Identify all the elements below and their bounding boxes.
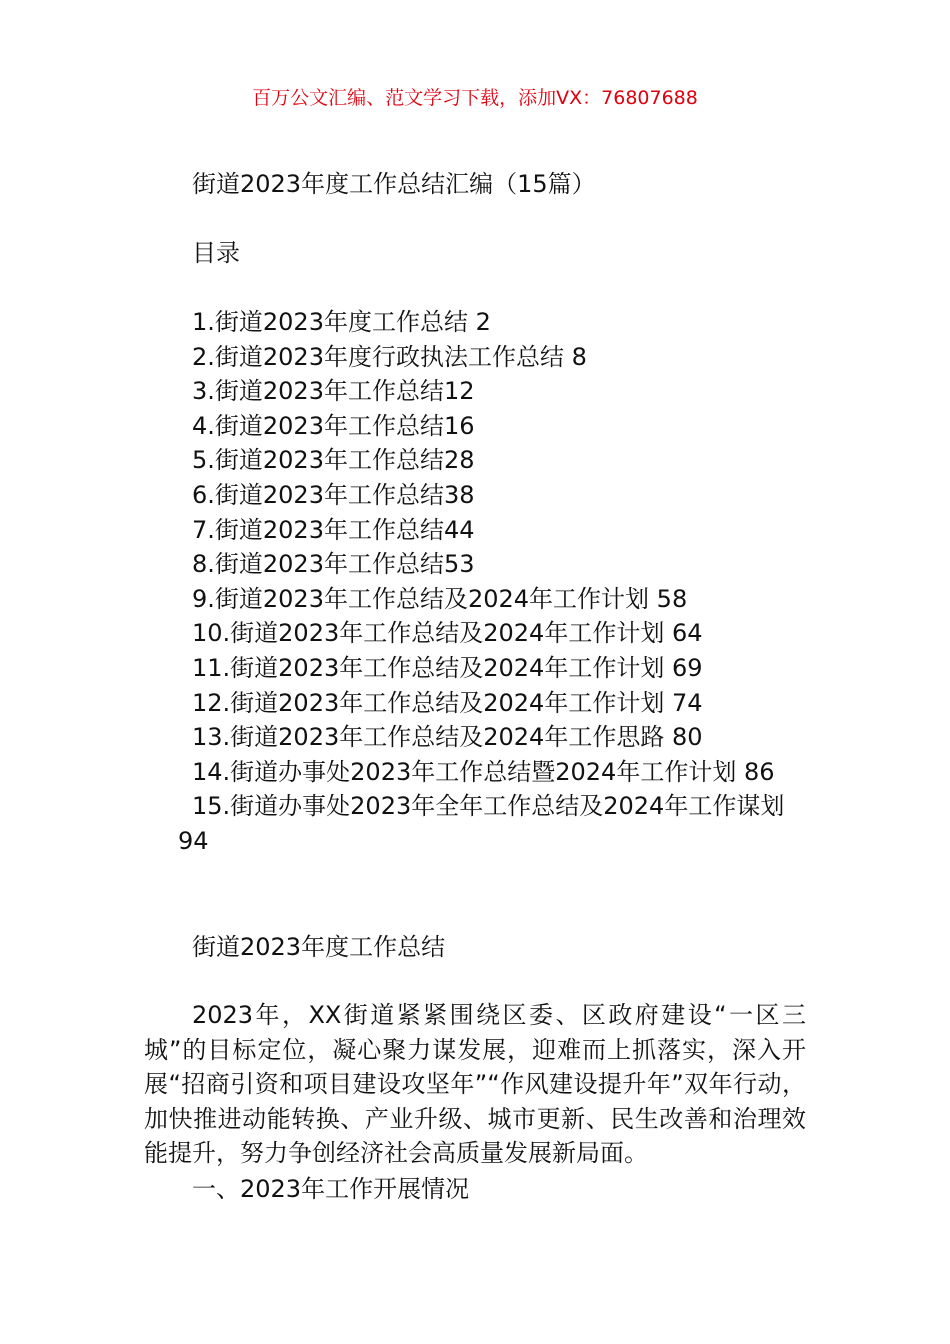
- toc-item-9: 9.街道2023年工作总结及2024年工作计划 58: [192, 584, 688, 613]
- toc-item-11: 11.街道2023年工作总结及2024年工作计划 69: [192, 653, 703, 682]
- toc-item-6: 6.街道2023年工作总结38: [192, 480, 475, 509]
- toc-item-1: 1.街道2023年度工作总结 2: [192, 308, 491, 336]
- toc-item-3: 3.街道2023年工作总结12: [192, 377, 475, 406]
- toc-item-15-page: 94: [178, 827, 209, 855]
- table-of-contents: [192, 305, 812, 824]
- intro-paragraph: 2023年，XX街道紧紧围绕区委、区政府建设“一区三城”的目标定位，凝心聚力谋发展，迎难而上抓落实，深入开展“招商引资和项目建设攻坚年”“作风建设提升年”双年行动，加快推进动能转换、产业升级、城市更新、民生改善和治理效能提升，努力争创经济社会高质量发展新局面。: [144, 1001, 806, 1168]
- toc-item-10: 10.街道2023年工作总结及2024年工作计划 64: [192, 619, 703, 648]
- section-title: 街道2023年度工作总结: [192, 933, 446, 961]
- toc-item-7: 7.街道2023年工作总结44: [192, 515, 475, 544]
- toc-item-15: 15.街道办事处2023年全年工作总结及2024年工作谋划: [192, 792, 785, 821]
- subheading: 一、2023年工作开展情况: [192, 1175, 470, 1203]
- promo-banner: 百万公文汇编、范文学习下载，添加VX：76807688: [252, 87, 698, 109]
- toc-item-5: 5.街道2023年工作总结28: [192, 446, 475, 475]
- toc-item-8: 8.街道2023年工作总结53: [192, 550, 475, 579]
- toc-item-14: 14.街道办事处2023年工作总结暨2024年工作计划 86: [192, 757, 775, 786]
- toc-item-4: 4.街道2023年工作总结16: [192, 411, 475, 440]
- document-title: 街道2023年度工作总结汇编（15篇）: [192, 170, 596, 198]
- toc-heading: 目录: [192, 239, 240, 267]
- toc-item-13: 13.街道2023年工作总结及2024年工作思路 80: [192, 723, 703, 752]
- toc-item-2: 2.街道2023年度行政执法工作总结 8: [192, 342, 587, 371]
- toc-item-12: 12.街道2023年工作总结及2024年工作计划 74: [192, 688, 703, 717]
